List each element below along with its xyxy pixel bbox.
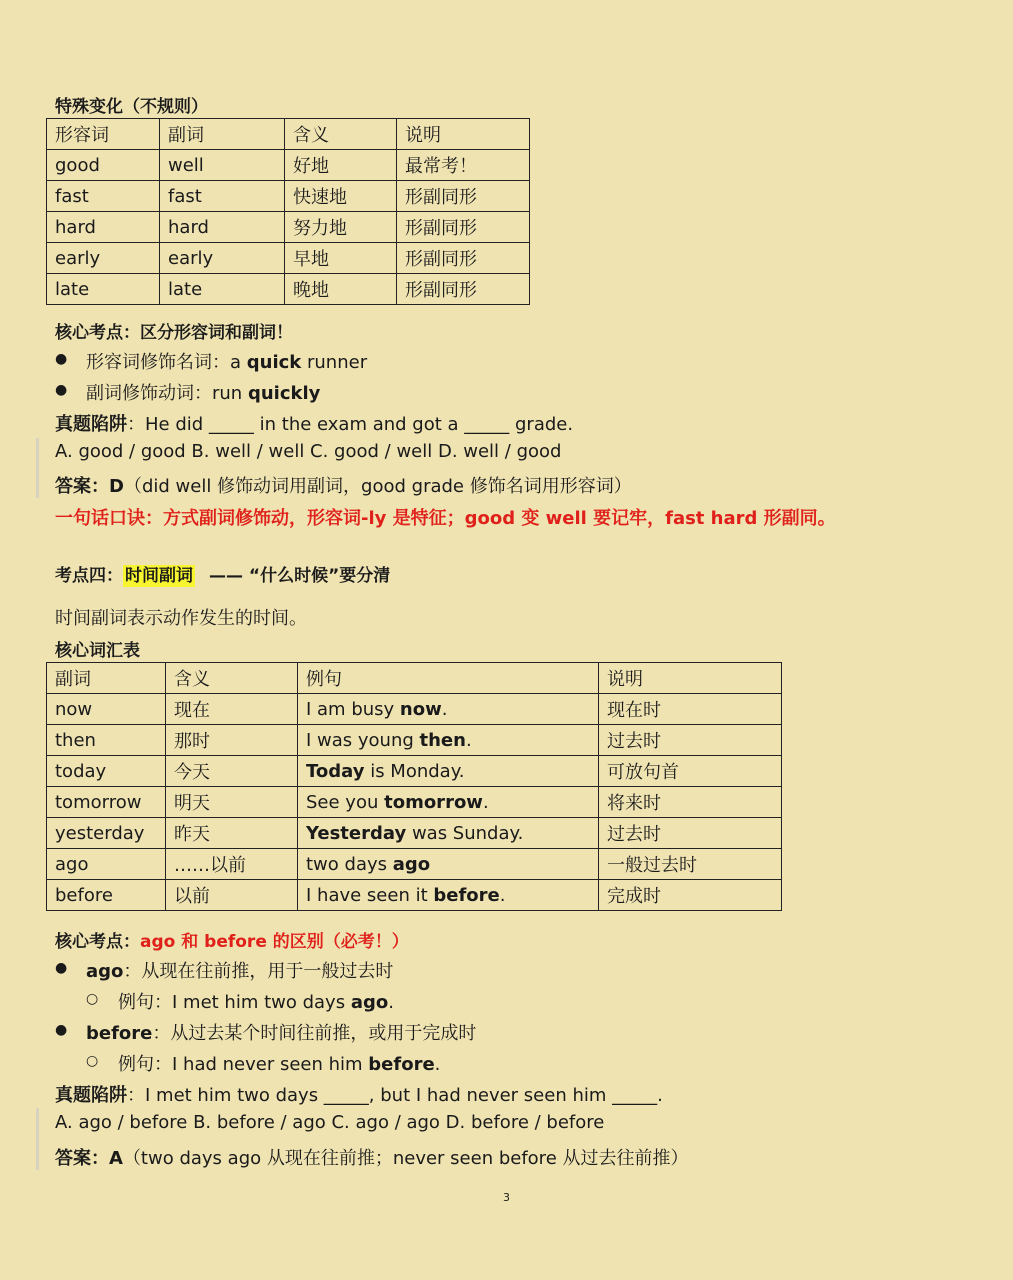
quote-bar [36,438,39,498]
table-cell: Today is Monday. [298,756,599,787]
table-cell: Yesterday was Sunday. [298,818,599,849]
header-cell: 含义 [285,119,397,150]
table-cell: 努力地 [285,212,397,243]
bullet-before: before：从过去某个时间往前推，或用于完成时 [86,1023,477,1044]
header-cell: 含义 [166,663,298,694]
table-header-row [47,119,530,150]
table-cell: yesterday [47,818,166,849]
table-cell: I was young then. [298,725,599,756]
table-cell: 一般过去时 [599,849,782,880]
example-before: 例句：I had never seen him before. [118,1054,441,1075]
table-cell: early [47,243,160,274]
table-cell: well [160,150,285,181]
table-cell: 形副同形 [397,181,530,212]
table-cell: See you tomorrow. [298,787,599,818]
table-cell: hard [47,212,160,243]
table-cell: 过去时 [599,725,782,756]
section-intro: 时间副词表示动作发生的时间。 [55,608,307,629]
section-title-irregular: 特殊变化（不规则） [55,97,208,117]
bullet-adjective: 形容词修饰名词：a quick runner [86,352,368,373]
table-cell: 快速地 [285,181,397,212]
table-cell: 现在时 [599,694,782,725]
table-cell: 完成时 [599,880,782,911]
table-row [47,243,530,274]
table-row [47,787,782,818]
bullet-adverb: 副词修饰动词：run quickly [86,383,321,404]
bullet-dot-icon: ● [55,1022,68,1038]
table-row [47,694,782,725]
table-row [47,274,530,305]
table-cell: ……以前 [166,849,298,880]
table-cell: 好地 [285,150,397,181]
table-cell: good [47,150,160,181]
header-cell: 说明 [599,663,782,694]
table-cell: two days ago [298,849,599,880]
table-cell: 昨天 [166,818,298,849]
table-cell: 明天 [166,787,298,818]
table-cell: fast [47,181,160,212]
section-title-time-adverbs: 考点四： 时间副词 —— “什么时候”要分清 [55,566,391,586]
keypoint-heading-ago-before: 核心考点：ago 和 before 的区别（必考！） [55,932,409,952]
table-cell: 今天 [166,756,298,787]
table-row [47,880,782,911]
table-cell: then [47,725,166,756]
trap-answer: 答案：D（did well 修饰动词用副词，good grade 修饰名词用形容词） [55,476,632,497]
table-cell: 早地 [285,243,397,274]
trap-options-2: A. ago / before B. before / ago C. ago / ago D. before / before [55,1112,605,1133]
trap-question-2: 真题陷阱：I met him two days _____, but I had never seen him _____. [55,1085,663,1106]
table-row [47,212,530,243]
table-cell: 形副同形 [397,243,530,274]
table-cell: today [47,756,166,787]
keypoint-heading: 核心考点：区分形容词和副词！ [55,323,293,343]
table-cell: before [47,880,166,911]
example-ago: 例句：I met him two days ago. [118,992,394,1013]
bullet-dot-icon: ● [55,960,68,976]
table-cell: fast [160,181,285,212]
time-adverb-table [46,662,782,911]
bullet-dot-icon: ● [55,382,68,398]
header-cell: 说明 [397,119,530,150]
table-header-row [47,663,782,694]
table-cell: I have seen it before. [298,880,599,911]
bullet-ago: ago：从现在往前推，用于一般过去时 [86,961,394,982]
table-cell: now [47,694,166,725]
quote-bar [36,1108,39,1170]
table-cell: 以前 [166,880,298,911]
table-cell: 那时 [166,725,298,756]
table-cell: 最常考！ [397,150,530,181]
trap-options: A. good / good B. well / well C. good / well D. well / good [55,441,562,462]
sub-bullet-circle-icon: ○ [86,1053,99,1069]
bullet-dot-icon: ● [55,351,68,367]
table-cell: 可放句首 [599,756,782,787]
table-cell: ago [47,849,166,880]
header-cell: 副词 [47,663,166,694]
table-row [47,181,530,212]
irregular-table [46,118,530,305]
header-cell: 例句 [298,663,599,694]
table-cell: 形副同形 [397,212,530,243]
table-cell: 现在 [166,694,298,725]
table-cell: late [160,274,285,305]
header-cell: 形容词 [47,119,160,150]
trap-question: 真题陷阱：He did _____ in the exam and got a _____ grade. [55,414,574,435]
table-row [47,756,782,787]
table-cell: 形副同形 [397,274,530,305]
table-row [47,849,782,880]
table-cell: hard [160,212,285,243]
table-cell: early [160,243,285,274]
table-row [47,725,782,756]
header-cell: 副词 [160,119,285,150]
sub-bullet-circle-icon: ○ [86,991,99,1007]
trap-answer-2: 答案：A（two days ago 从现在往前推；never seen before 从过去往前推） [55,1148,689,1169]
table-row [47,818,782,849]
table-cell: I am busy now. [298,694,599,725]
table-cell: tomorrow [47,787,166,818]
table-cell: 晚地 [285,274,397,305]
table-cell: late [47,274,160,305]
page-number: 3 [503,1191,510,1204]
table-row [47,150,530,181]
table-title: 核心词汇表 [55,641,140,661]
table-cell: 过去时 [599,818,782,849]
mnemonic: 一句话口诀：方式副词修饰动，形容词-ly 是特征；good 变 well 要记牢，fast hard 形副同。 [55,508,836,529]
table-cell: 将来时 [599,787,782,818]
